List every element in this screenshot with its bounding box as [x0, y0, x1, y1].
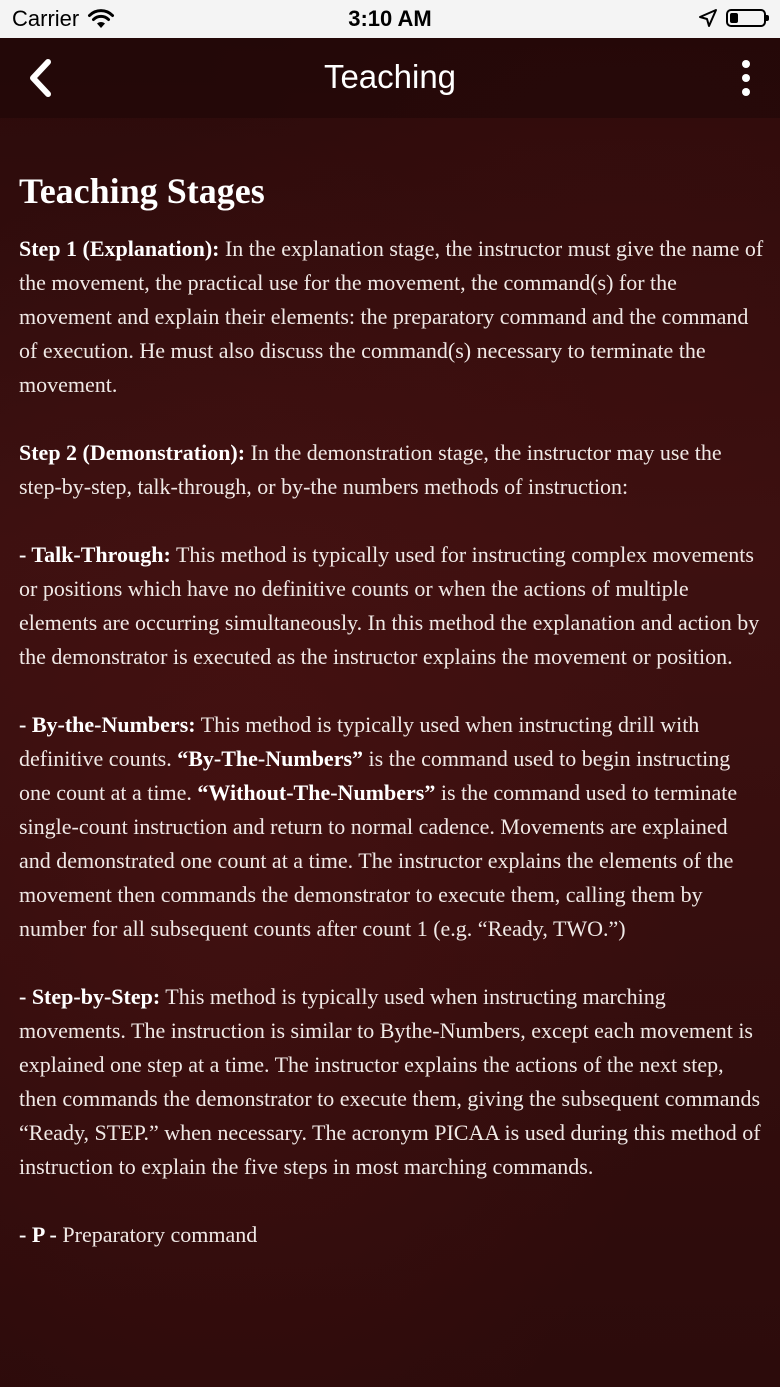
paragraph-label: - Step-by-Step: — [19, 984, 161, 1009]
command-by-the-numbers: “By-The-Numbers” — [177, 746, 364, 771]
status-bar — [0, 0, 780, 38]
paragraph-explanation — [19, 232, 764, 402]
battery-level — [730, 13, 738, 23]
paragraph-talk-through — [19, 538, 764, 674]
paragraph-text: This method is typically used when instructing marching movements. The instruction is similar to Bythe-Numbers, except each movement is explained one step at a time. The instructor explains the actions of the next step, then commands the demonstrator to execute them, giving the subsequent commands “Ready, STEP.” when necessary. The acronym PICAA is used during this method of instruction to explain the five steps in most marching commands. — [19, 984, 761, 1179]
paragraph-by-the-numbers — [19, 708, 764, 946]
paragraph-label: Step 2 (Demonstration): — [19, 440, 246, 465]
paragraph-text: is the command used to terminate single-count instruction and return to normal cadence. Movements are explained and demonstrated one count at a time. The instructor explains the elements of the movement then commands the demonstrator to execute them, calling them by number for all subsequent counts after count 1 (e.g. “Ready, TWO.”) — [19, 780, 738, 941]
paragraph-label: - P - — [19, 1222, 57, 1247]
location-arrow-icon — [698, 8, 718, 28]
nav-bar — [0, 38, 780, 118]
more-dots-icon — [742, 60, 750, 68]
paragraph-picaa-p — [19, 1218, 764, 1252]
paragraph-step-by-step — [19, 980, 764, 1184]
status-right — [698, 8, 766, 28]
paragraph-text: Preparatory command — [56, 1222, 258, 1247]
paragraph-demonstration — [19, 436, 764, 504]
command-without-the-numbers: “Without-The-Numbers” — [197, 780, 436, 805]
paragraph-label: Step 1 (Explanation): — [19, 236, 220, 261]
paragraph-text: In the explanation stage, the instructor must give the name of the movement, the practical use for the movement, the command(s) for the movement and explain their elements: the preparatory command and the command of execution. He must also discuss the command(s) necessary to terminate the movement. — [19, 236, 764, 397]
paragraph-label: - By-the-Numbers: — [19, 712, 196, 737]
paragraph-text: This method is typically used when instructing drill with definitive counts. — [19, 712, 700, 771]
paragraph-text: is the command used to begin instructing one count at a time. — [19, 746, 731, 805]
paragraph-text: In the demonstration stage, the instructor may use the step-by-step, talk-through, or by-the numbers methods of instruction: — [19, 440, 722, 499]
content-scroll[interactable] — [19, 118, 764, 1286]
more-options-button[interactable] — [734, 56, 758, 100]
nav-title: Teaching — [323, 58, 457, 95]
status-time: 3:10 AM — [348, 6, 432, 31]
page-title: Teaching Stages — [19, 171, 265, 211]
carrier-label: Carrier — [12, 6, 80, 31]
battery-icon — [726, 9, 766, 27]
paragraph-label: - Talk-Through: — [19, 542, 171, 567]
paragraph-text: This method is typically used for instructing complex movements or positions which have no definitive counts or when the actions of multiple elements are occurring simultaneously. In this method the explanation and action by the demonstrator is executed as the instructor explains the movement or position. — [19, 542, 760, 669]
